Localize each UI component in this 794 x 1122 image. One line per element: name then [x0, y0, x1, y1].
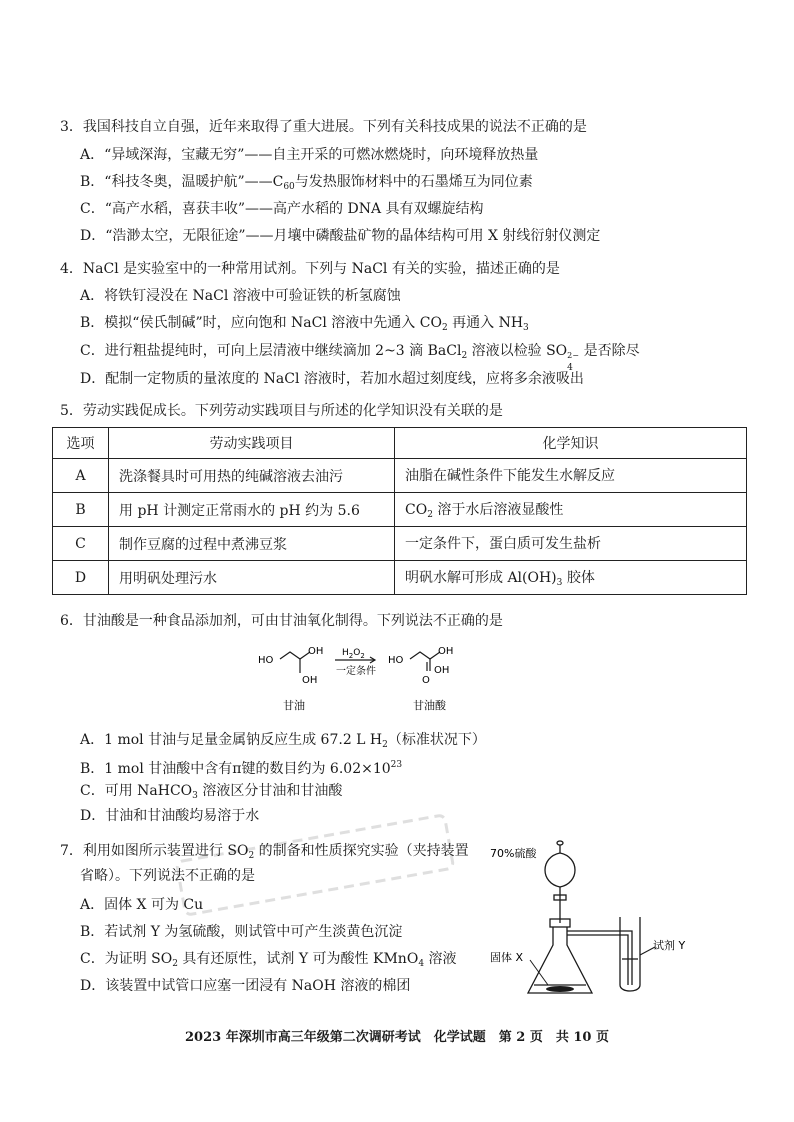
- glycerol-oh-top: OH: [308, 646, 324, 657]
- q7-stem-line2: 省略）。下列说法不正确的是: [80, 868, 255, 884]
- table-header-row: [53, 428, 747, 459]
- q5-stem: 5．劳动实践促成长。下列劳动实践项目与所述的化学知识没有关联的是: [60, 403, 503, 419]
- q7-option-c: C．为证明 $SO_2$ 具有还原性，试剂 Y 可为酸性 KMnO$_4$ 溶液: [80, 951, 457, 969]
- table-row: [53, 527, 747, 561]
- q6-option-c: C．可用 NaHCO$_3$ 溶液区分甘油和甘油酸: [80, 783, 343, 801]
- row-knowledge: 油脂在碱性条件下能发生水解反应: [395, 459, 747, 493]
- glyceric-ho: HO: [388, 655, 404, 666]
- row-practice: 用明矾处理污水: [109, 561, 395, 595]
- q3-stem: 3．我国科技自立自强，近年来取得了重大进展。下列有关科技成果的说法不正确的是: [60, 119, 587, 135]
- q4-option-d: D．配制一定物质的量浓度的 NaCl 溶液时，若加水超过刻度线，应将多余液吸出: [80, 371, 584, 387]
- q4-option-b: B．模拟“侯氏制碱”时，应向饱和 NaCl 溶液中先通入 $CO_2$ 再通入 $NH_3$: [80, 315, 529, 333]
- q3-option-b: B．“科技冬奥，温暖护航$”——C_{60}$与发热服饰材料中的石墨烯互为同位素: [80, 174, 533, 192]
- reagent-y-label: 试剂 Y: [653, 939, 686, 952]
- q3-option-c: C．“高产水稻，喜获丰收”——高产水稻的 DNA 具有双螺旋结构: [80, 201, 484, 217]
- row-practice: 洗涤餐具时可用热的纯碱溶液去油污: [109, 459, 395, 493]
- glyceric-carbonyl-o: O: [422, 675, 430, 686]
- table-row: [53, 459, 747, 493]
- solid-x-label: 固体 X: [490, 951, 524, 964]
- table-row: [53, 493, 747, 527]
- acid-label: 70%硫酸: [490, 847, 537, 860]
- glyceric-oh-top: OH: [438, 646, 454, 657]
- q4-option-a: A．将铁钉浸没在 NaCl 溶液中可验证铁的析氢腐蚀: [80, 288, 401, 304]
- q6-stem: 6．甘油酸是一种食品添加剂，可由甘油氧化制得。下列说法不正确的是: [60, 613, 503, 629]
- q7-option-d: D．该装置中试管口应塞一团浸有 NaOH 溶液的棉团: [80, 978, 411, 994]
- table-row: [53, 561, 747, 595]
- header-option: 选项: [53, 428, 109, 459]
- q4-stem: 4．NaCl 是实验室中的一种常用试剂。下列与 NaCl 有关的实验，描述正确的是: [60, 261, 560, 277]
- q5-table: [52, 427, 747, 595]
- row-option: C: [53, 527, 109, 561]
- q7-option-b: B．若试剂 Y 为氢硫酸，则试管中可产生淡黄色沉淀: [80, 924, 403, 940]
- arrow-condition: 一定条件: [336, 666, 376, 677]
- row-practice: 用 pH 计测定正常雨水的 pH 约为 5.6: [109, 493, 395, 527]
- glycerol-oh-bottom: OH: [302, 675, 318, 686]
- row-knowledge: 一定条件下，蛋白质可发生盐析: [395, 527, 747, 561]
- solid-x-pointer: [530, 960, 548, 985]
- glycerol-ho: HO: [258, 655, 274, 666]
- q3-option-d: D．“浩渺太空，无限征途”——月壤中磷酸盐矿物的晶体结构可用 X 射线衍射仪测定: [80, 228, 601, 244]
- solid-x-particles: [546, 986, 574, 992]
- page-footer: 2023 年深圳市高三年级第二次调研考试 化学试题 第 2 页 共 10 页: [185, 1030, 609, 1045]
- apparatus-diagram: [490, 835, 700, 1005]
- row-knowledge: $CO_2$ 溶于水后溶液显酸性: [395, 493, 747, 527]
- q6-option-a: A．1 mol 甘油与足量金属钠反应生成 67.2 L $H_2$（标准状况下）: [80, 732, 486, 750]
- reaction-scheme: [250, 640, 490, 720]
- q6-option-b: B．1 mol 甘油酸中含有π键的数目约为 $6.02\times 10^{23}$: [80, 760, 403, 777]
- row-knowledge: 明矾水解可形成 $Al(OH)_3$ 胶体: [395, 561, 747, 595]
- glyceric-oh-acid: OH: [434, 665, 450, 676]
- label-glyceric-acid: 甘油酸: [413, 699, 446, 712]
- q7-stem-line1: 7．利用如图所示装置进行 $SO_2$ 的制备和性质探究实验（夹持装置: [60, 843, 469, 861]
- row-option: B: [53, 493, 109, 527]
- row-option: D: [53, 561, 109, 595]
- header-knowledge: 化学知识: [395, 428, 747, 459]
- q3-option-a: A．“异域深海，宝藏无穷”——自主开采的可燃冰燃烧时，向环境释放热量: [80, 147, 539, 163]
- label-glycerol: 甘油: [283, 699, 305, 712]
- row-practice: 制作豆腐的过程中煮沸豆浆: [109, 527, 395, 561]
- q4-option-c: C．进行粗盐提纯时，可向上层清液中继续滴加 2~3 滴 BaCl$_2$ 溶液以检验 SO 2− 4 是否除尽: [80, 343, 640, 373]
- arrow-reagent: $H_2O_2$: [342, 648, 365, 660]
- q7-option-a: A．固体 X 可为 Cu: [80, 897, 204, 913]
- row-option: A: [53, 459, 109, 493]
- header-practice: 劳动实践项目: [109, 428, 395, 459]
- q6-option-d: D．甘油和甘油酸均易溶于水: [80, 808, 260, 824]
